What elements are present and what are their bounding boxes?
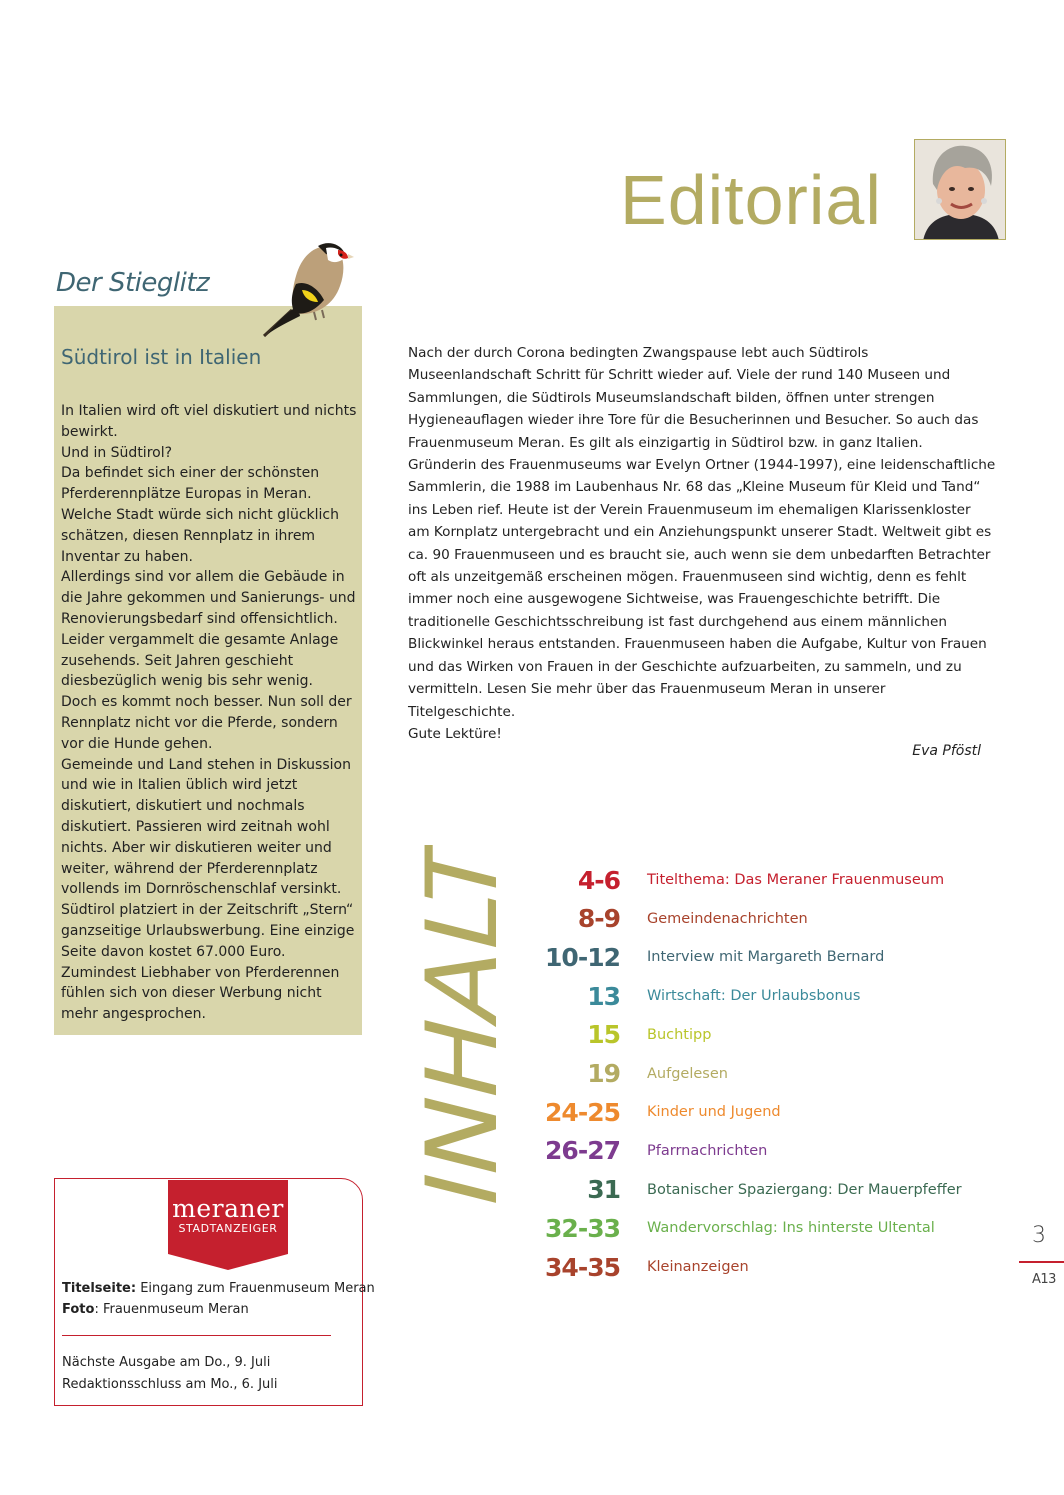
- toc-page-number: 32-33: [545, 1213, 620, 1243]
- editorial-line: Museenlandschaft Schritt für Schritt wieder auf. Viele der rund 140 Museen und: [408, 367, 951, 384]
- editorial-line: Titelgeschichte.: [408, 703, 516, 720]
- toc-row: [520, 978, 860, 1014]
- toc-row: [520, 1172, 962, 1208]
- toc-title: Kinder und Jugend: [647, 1104, 781, 1121]
- stieglitz-line: Südtirol platziert in der Zeitschrift „Stern“: [61, 902, 354, 919]
- toc-page-number: 8-9: [577, 904, 620, 934]
- stieglitz-line: Welche Stadt würde sich nicht glücklich: [61, 506, 340, 523]
- stieglitz-line: Und in Südtirol?: [61, 444, 173, 461]
- toc-row: [520, 939, 884, 975]
- toc-row: [520, 1017, 711, 1053]
- editorial-line: am Kornplatz untergebracht und ein Anziehungspunkt unserer Stadt. Weltweit gibt es: [408, 524, 992, 541]
- toc-page-number: 4-6: [577, 865, 620, 895]
- imprint-divider: [62, 1335, 331, 1336]
- editorial-line: Sammlungen, die Südtirols Museumslandschaft bilden, öffnen unter strengen: [408, 389, 935, 406]
- stieglitz-line: Renovierungsbedarf sind offensichtlich.: [61, 610, 338, 627]
- toc-page-number: 26-27: [545, 1136, 620, 1166]
- toc-page-number: 15: [587, 1020, 620, 1050]
- stieglitz-line: Inventar zu haben.: [61, 548, 193, 565]
- editorial-line: Gründerin des Frauenmuseums war Evelyn Ortner (1944-1997), eine leidenschaftliche: [408, 457, 996, 474]
- stieglitz-line: Allerdings sind vor allem die Gebäude in: [61, 569, 345, 586]
- toc-page-number: 24-25: [545, 1097, 620, 1127]
- toc-page-number: 10-12: [545, 942, 620, 972]
- stieglitz-line: zusehends. Seit Jahren geschieht: [61, 652, 294, 669]
- editorial-line: ins Leben rief. Heute ist der Verein Frauenmuseum im ehemaligen Klarissenkloster: [408, 501, 971, 518]
- stieglitz-line: vor die Hunde gehen.: [61, 735, 213, 752]
- titelseite-value: Eingang zum Frauenmuseum Meran: [136, 1281, 375, 1296]
- stieglitz-line: Zumindest Liebhaber von Pferderennen: [61, 964, 340, 981]
- stieglitz-line: die Jahre gekommen und Sanierungs- und: [61, 590, 356, 607]
- next-issue: Nächste Ausgabe am Do., 9. Juli: [62, 1355, 271, 1370]
- editorial-line: Blickwinkel heraus entstanden. Frauenmuseen haben die Aufgabe, Kultur von Frauen: [408, 636, 987, 653]
- stieglitz-line: Doch es kommt noch besser. Nun soll der: [61, 694, 352, 711]
- imprint-titelseite: [62, 1281, 375, 1296]
- stieglitz-line: In Italien wird oft viel diskutiert und nichts: [61, 403, 357, 419]
- foto-label: Foto: [62, 1302, 95, 1317]
- toc-title: Wandervorschlag: Ins hinterste Ultental: [647, 1220, 935, 1237]
- goldfinch-icon: [262, 236, 354, 340]
- deadline: Redaktionsschluss am Mo., 6. Juli: [62, 1377, 278, 1392]
- stieglitz-line: nichts. Aber wir diskutieren weiter und: [61, 839, 332, 856]
- editorial-line: Gute Lektüre!: [408, 725, 502, 742]
- stieglitz-line: bewirkt.: [61, 423, 118, 440]
- toc-title: Interview mit Margareth Bernard: [647, 949, 885, 966]
- stieglitz-line: weiter, während der Pferderennplatz: [61, 860, 318, 877]
- toc-title: Wirtschaft: Der Urlaubsbonus: [647, 988, 861, 1005]
- toc-title: Kleinanzeigen: [647, 1259, 749, 1275]
- stieglitz-line: Pferderennplätze Europas in Meran.: [61, 486, 312, 503]
- stieglitz-line: Da befindet sich einer der schönsten: [61, 465, 320, 482]
- signature: Eva Pföstl: [912, 743, 981, 759]
- toc-row: [520, 1094, 781, 1130]
- author-photo: [914, 139, 1006, 240]
- inhalt-label: [400, 845, 510, 1215]
- page-number-rule: [1019, 1261, 1064, 1263]
- editorial-line: Nach der durch Corona bedingten Zwangspause lebt auch Südtirols: [408, 345, 869, 361]
- stieglitz-line: diskutiert. Passieren wird zeitnah wohl: [61, 818, 330, 835]
- toc-page-number: 34-35: [545, 1252, 620, 1282]
- page-code: A13: [1032, 1272, 1056, 1287]
- stieglitz-line: ganzseitige Urlaubswerbung. Eine einzige: [61, 922, 355, 939]
- toc-row: [520, 1210, 935, 1246]
- toc-row: [520, 1133, 767, 1169]
- editorial-line: traditionelle Geschichtsschreibung ist fast durchgehend aus einem männlichen: [408, 613, 948, 630]
- toc-row: [520, 901, 808, 937]
- toc-row: [520, 1056, 728, 1092]
- titelseite-label: Titelseite:: [62, 1281, 137, 1296]
- page-number: 3: [1032, 1223, 1046, 1248]
- stieglitz-body: [61, 401, 357, 1025]
- editorial-line: Sammlerin, die 1988 im Laubenhaus Nr. 68 das „Kleine Museum für Kleid und Tand“: [408, 479, 981, 496]
- editorial-title: Editorial: [620, 161, 882, 239]
- imprint-foto: [62, 1302, 249, 1317]
- toc-title: Pfarrnachrichten: [647, 1142, 768, 1159]
- toc-row: [520, 862, 944, 898]
- toc-title: Aufgelesen: [647, 1065, 728, 1082]
- stieglitz-line: Leider vergammelt die gesamte Anlage: [61, 631, 339, 648]
- stieglitz-line: Rennplatz nicht vor die Pferde, sondern: [61, 714, 338, 731]
- logo-sub: STADTANZEIGER: [178, 1222, 278, 1235]
- inhalt-text: INHALT: [406, 846, 510, 1215]
- editorial-line: immer noch eine ausgewogene Sichtweise, was Frauengeschichte betrifft. Die: [408, 591, 941, 608]
- editorial-line: ca. 90 Frauenmuseen und es braucht sie, auch wenn sie dem unbedarften Betrachter: [408, 546, 991, 563]
- toc-title: Botanischer Spaziergang: Der Mauerpfeffer: [647, 1181, 962, 1198]
- toc-title: Gemeindenachrichten: [647, 910, 808, 927]
- editorial-line: vermitteln. Lesen Sie mehr über das Frauenmuseum Meran in unserer: [408, 681, 886, 698]
- stieglitz-line: Gemeinde und Land stehen in Diskussion: [61, 756, 351, 773]
- stieglitz-subheading: Südtirol ist in Italien: [61, 345, 262, 369]
- toc-row: [520, 1249, 749, 1285]
- editorial-line: Hygieneauflagen wieder ihre Tore für die Besucherinnen und Besucher. So auch das: [408, 412, 979, 429]
- stieglitz-line: Seite davon kostet 67.000 Euro.: [61, 943, 286, 960]
- editorial-line: und das Wirken von Frauen in der Geschichte aufzuarbeiten, zu sammeln, und zu: [408, 658, 962, 675]
- foto-value: : Frauenmuseum Meran: [94, 1302, 249, 1317]
- logo-main: meraner: [172, 1194, 284, 1223]
- stieglitz-line: mehr angesprochen.: [61, 1006, 206, 1023]
- editorial-line: Frauenmuseum Meran. Es gilt als einzigartig in Südtirol bzw. in ganz Italien.: [408, 434, 923, 451]
- stieglitz-line: fühlen sich von dieser Werbung nicht: [61, 985, 322, 1002]
- toc-page-number: 13: [587, 981, 620, 1011]
- editorial-line: oft als unzeitgemäß erscheinen mögen. Frauenmuseen sind wichtig, denn es fehlt: [408, 569, 967, 586]
- stieglitz-line: diskutiert, diskutiert und nochmals: [61, 798, 305, 815]
- stieglitz-line: schätzen, diesen Rennplatz in ihrem: [61, 527, 316, 544]
- toc-title: Buchtipp: [647, 1026, 712, 1043]
- stieglitz-line: und wie in Italien üblich wird jetzt: [61, 777, 298, 794]
- editorial-body: [408, 342, 996, 745]
- stieglitz-heading: Der Stieglitz: [56, 268, 210, 298]
- toc-title: Titelthema: Das Meraner Frauenmuseum: [647, 872, 945, 888]
- toc-page-number: 19: [587, 1059, 620, 1088]
- stieglitz-line: vollends im Dornröschenschlaf versinkt.: [61, 881, 342, 898]
- stieglitz-line: diesbezüglich wenig bis sehr wenig.: [61, 673, 313, 690]
- toc-page-number: 31: [587, 1175, 620, 1205]
